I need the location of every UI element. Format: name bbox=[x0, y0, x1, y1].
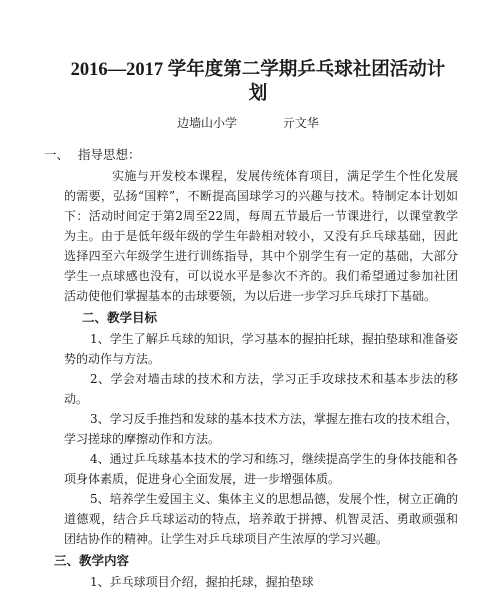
objective-item-2: 2、学会对墙击球的技术和方法，学习正手攻球技术和基本步法的移动。 bbox=[64, 372, 458, 406]
section-1-heading bbox=[44, 144, 458, 166]
objective-item-5: 5、培养学生爱国主义、集体主义的思想品德，发展个性，树立正确的道德观，结合乒乓球运动的特点，培养敢于拼搏、机智灵活、勇敢顽强和团结协作的精神。让学生对乒乓球项目产生浓厚的学习兴趣。 bbox=[64, 492, 458, 546]
document-title: 2016—2017 学年度第二学期乒乓球社团活动计划 bbox=[70, 60, 446, 104]
section-1-title: 指导思想： bbox=[78, 147, 141, 162]
section-2-heading: 二、教学目标 bbox=[82, 310, 158, 325]
school-name: 边墙山小学 bbox=[177, 116, 238, 130]
section-1-number: 一、 bbox=[44, 147, 70, 162]
section-1-paragraph: 实施与开发校本课程，发展传统体育项目，满足学生个性化发展的需要，弘扬“国粹”，不断提高国球学习的兴趣与技术。特制定本计划如下：活动时间定于第2周至22周，每周五节最后一节课进行，以课堂教学为主。由于是低年级年级的学生年龄相对较小，又没有乒乓球基础，因此选择四至六年级学生进行训练指导，其中个别学生有一定的基础，大部分学生一点球感也没有，可以说水平是参次不齐的。我们希望通过参加社团活动使他们掌握基本的击球要领，为以后进一步学习乒乓球打下基础。 bbox=[64, 169, 458, 303]
section-3-heading: 三、教学内容 bbox=[54, 553, 130, 568]
objective-item-1: 1、学生了解乒乓球的知识，学习基本的握拍托球，握拍垫球和准备姿势的动作与方法。 bbox=[64, 332, 458, 366]
author-line bbox=[64, 114, 458, 132]
objective-item-3: 3、学习反手推挡和发球的基本技术方法，掌握左推右攻的技术组合，学习搓球的摩擦动作和方法。 bbox=[64, 412, 458, 446]
teacher-name: 亓文华 bbox=[282, 116, 319, 130]
content-item-1: 1、乒乓球项目介绍，握拍托球，握拍垫球 bbox=[90, 575, 314, 589]
objective-item-4: 4、通过乒乓球基本技术的学习和练习，继续提高学生的身体技能和各项身体素质，促进身心全面发展，进一步增强体质。 bbox=[64, 452, 458, 486]
